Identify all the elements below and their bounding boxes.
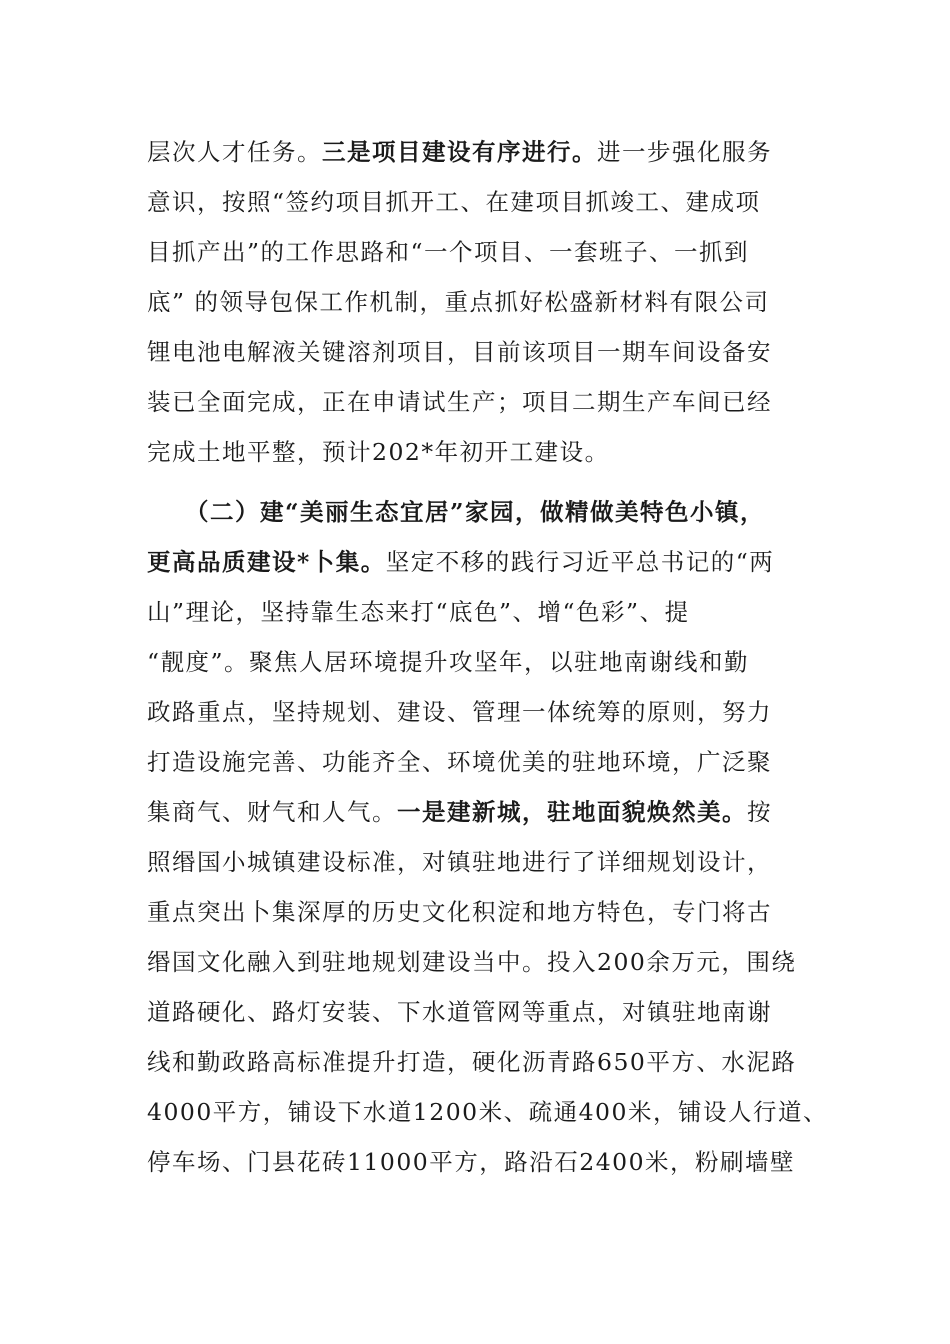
paragraph-line: 重点突出卜集深厚的历史文化积淀和地方特色，专门将古 <box>147 898 772 926</box>
paragraph-line: 底” 的领导包保工作机制，重点抓好松盛新材料有限公司 <box>147 288 770 316</box>
paragraph-line: 缗国文化融入到驻地规划建设当中。投入200余万元，围绕 <box>147 948 797 976</box>
paragraph-line: “靓度”。聚焦人居环境提升攻坚年，以驻地南谢线和勤 <box>147 648 750 676</box>
paragraph-line: 山”理论，坚持靠生态来打“底色”、增“色彩”、提 <box>147 598 690 626</box>
paragraph-line: 停车场、门县花砖11000平方，路沿石2400米，粉刷墙壁 <box>147 1148 796 1176</box>
paragraph-line: 完成土地平整，预计202*年初开工建设。 <box>147 438 610 466</box>
section-heading: （二）建“美丽生态宜居”家园，做精做美特色小镇， <box>185 498 766 526</box>
paragraph-line: 目抓产出”的工作思路和“一个项目、一套班子、一抓到 <box>147 238 750 266</box>
paragraph-line: 意识，按照“签约项目抓开工、在建项目抓竣工、建成项 <box>147 188 761 216</box>
paragraph-line: 打造设施完善、功能齐全、环境优美的驻地环境，广泛聚 <box>147 748 772 776</box>
paragraph-line: 层次人才任务。三是项目建设有序进行。进一步强化服务 <box>147 138 772 166</box>
paragraph-line: 照缗国小城镇建设标准，对镇驻地进行了详细规划设计， <box>147 848 772 876</box>
paragraph-line: 锂电池电解液关键溶剂项目，目前该项目一期车间设备安 <box>147 338 772 366</box>
paragraph-line: 更高品质建设*卜集。坚定不移的践行习近平总书记的“两 <box>147 548 775 576</box>
paragraph-line: 线和勤政路高标准提升打造，硬化沥青路650平方、水泥路 <box>147 1048 797 1076</box>
paragraph-line: 政路重点，坚持规划、建设、管理一体统筹的原则，努力 <box>147 698 772 726</box>
paragraph-line: 装已全面完成，正在申请试生产；项目二期生产车间已经 <box>147 388 772 416</box>
paragraph-line: 道路硬化、路灯安装、下水道管网等重点，对镇驻地南谢 <box>147 998 772 1026</box>
paragraph-line: 集商气、财气和人气。一是建新城，驻地面貌焕然美。按 <box>147 798 772 826</box>
paragraph-line: 4000平方，铺设下水道1200米、疏通400米，铺设人行道、 <box>147 1098 828 1126</box>
